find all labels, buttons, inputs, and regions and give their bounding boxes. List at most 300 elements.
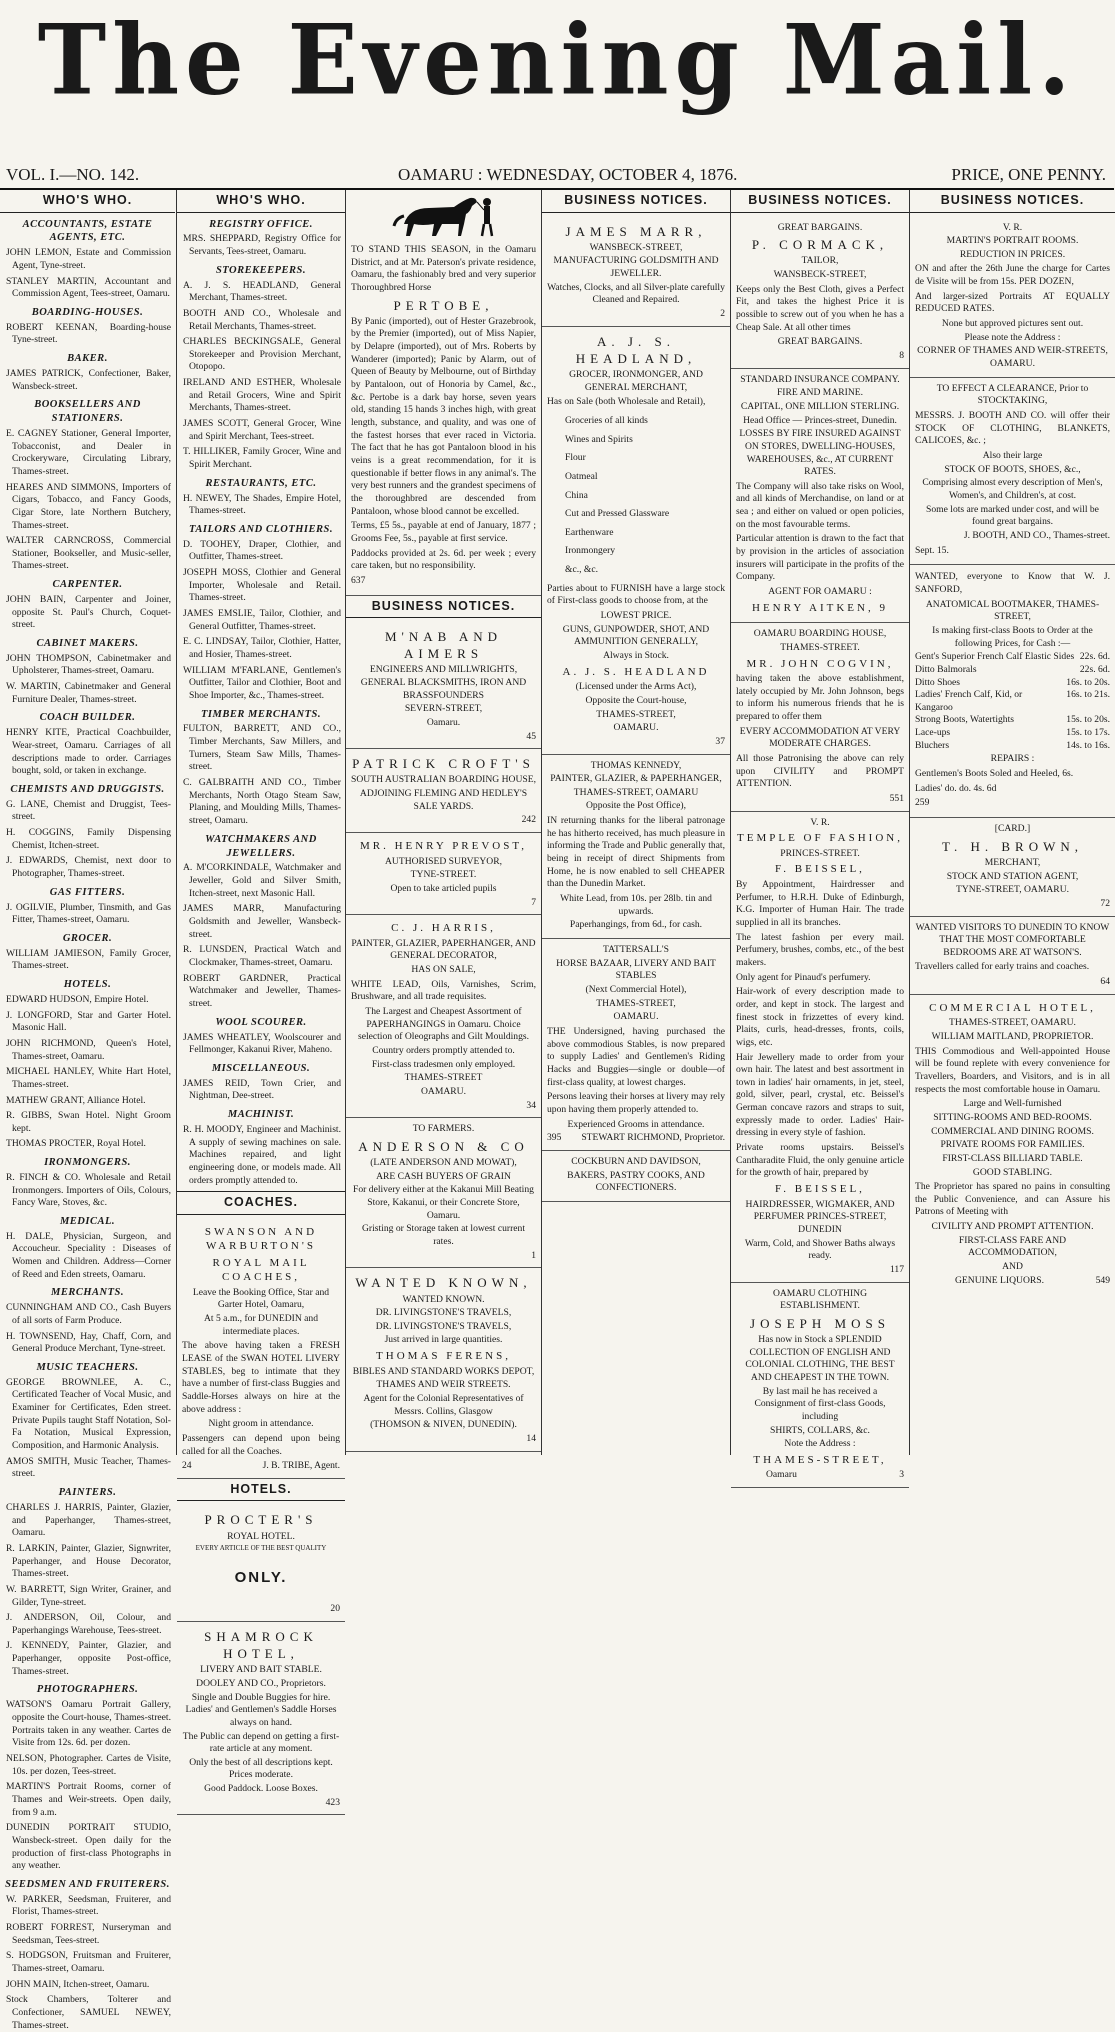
section-heading: PAINTERS. <box>4 1486 171 1500</box>
directory-entry: GEORGE BROWNLEE, A. C., Certificated Teacher of Vocal Music, and Examiner for Certificates, Eden street. Private Pupils taught Staff Notation, Sol-Fa Notation, Musical Expression, Composition, and Harmonic Analysis. <box>4 1377 171 1453</box>
ad-text: OAMARU. <box>547 722 725 735</box>
section-heading: WATCHMAKERS AND JEWELLERS. <box>181 833 341 861</box>
ad-henry-prevost <box>346 833 541 915</box>
ad-text: Private rooms upstairs. Beissel's Cantharadite Fluid, the only genuine article for the growth of hair, prepared by <box>736 1142 904 1180</box>
ad-text: DR. LIVINGSTONE'S TRAVELS, <box>351 1321 536 1334</box>
ad-text: STOCK AND STATION AGENT, <box>915 871 1110 884</box>
goods-item: Flour <box>565 452 725 465</box>
price-item: Gent's Superior French Calf Elastic Sides <box>915 651 1074 664</box>
ad-text: Passengers can depend upon being called for all the Coaches. <box>182 1433 340 1458</box>
ad-t-h-brown <box>910 818 1115 916</box>
directory-entry: WILLIAM JAMIESON, Family Grocer, Thames-street. <box>4 948 171 973</box>
directory-entry: CUNNINGHAM AND CO., Cash Buyers of all sorts of Farm Produce. <box>4 1302 171 1327</box>
directory-entry: J. LONGFORD, Star and Garter Hotel. Masonic Hall. <box>4 1010 171 1035</box>
ad-number: 34 <box>351 1100 536 1113</box>
ad-text: COMMERCIAL AND DINING ROOMS. <box>915 1126 1110 1139</box>
price-item: Ladies' French Calf, Kid, or Kangaroo <box>915 689 1062 714</box>
ad-thomas-kennedy <box>542 755 730 940</box>
ad-cj-harris <box>346 915 541 1118</box>
directory-entry: DUNEDIN PORTRAIT STUDIO, Wansbeck-street. Open daily for the production of first-class Photographs in any weather. <box>4 1822 171 1873</box>
ad-title: A. J. S. HEADLAND <box>547 665 725 680</box>
column-heading: BUSINESS NOTICES. <box>542 190 730 213</box>
ad-title: TO EFFECT A CLEARANCE, Prior to STOCKTAKING, <box>915 383 1110 408</box>
ad-text: Night groom in attendance. <box>182 1418 340 1431</box>
place-date: OAMARU : WEDNESDAY, OCTOBER 4, 1876. <box>398 165 737 185</box>
ad-proprietor: DOOLEY AND CO., Proprietors. <box>182 1678 340 1691</box>
ad-text: Particular attention is drawn to the fact that by provision in the articles of association insurers will participate in the profits of the Company. <box>736 533 904 584</box>
directory-sections <box>177 218 345 1188</box>
masthead-title: The Evening Mail. <box>0 0 1114 123</box>
ad-text: HAS ON SALE, <box>351 964 536 977</box>
ad-headland <box>542 327 730 755</box>
section-heading: STOREKEEPERS. <box>181 264 341 278</box>
ad-title: STANDARD INSURANCE COMPANY. <box>736 374 904 387</box>
ad-text: DR. LIVINGSTONE'S TRAVELS, <box>351 1307 536 1320</box>
directory-entry: T. HILLIKER, Family Grocer, Wine and Spirit Merchant. <box>181 446 341 471</box>
section-heading: REGISTRY OFFICE. <box>181 218 341 232</box>
ad-text: TYNE-STREET. <box>351 869 536 882</box>
price-row <box>915 664 1110 677</box>
goods-item: Ironmongery <box>565 545 725 558</box>
ad-title: MARTIN'S PORTRAIT ROOMS. <box>915 235 1110 248</box>
directory-entry: R. H. MOODY, Engineer and Machinist. A supply of sewing machines on sale. Machines repaired, and light engineering done, or models made. All orders promptly attended to. <box>181 1124 341 1187</box>
ad-text: OAMARU. <box>351 1086 536 1099</box>
section-heading: BOOKSELLERS AND STATIONERS. <box>4 398 171 426</box>
ad-text: GROCER, IRONMONGER, AND GENERAL MERCHANT, <box>547 369 725 394</box>
ad-text: By Panic (imported), out of Hester Grazebrook, by the Premier (imported), out of Miss Napier, by Delapre (imported), out of Mrs. Roberts by Wanderer (imported); Panic by Alarm, out of Queen of Beauty by Melbourne, out of Birthday by Pantaloon, out of Honoria by Camel, &c., &c. Pertobe is a dark bay horse, seven years old, standing 15 hands 3 inches high, with great length, substance, and quality, and was one of the fastest horses that ever raced in Victoria. The fact that he has got Pantaloon blood in his veins is a great recommendation, for it is questionable if better flows in any animal's. The very best runners and the grandest specimens of the thoroughbred are descended from Pantaloon, whose blood cannot be excelled. <box>351 316 536 519</box>
ad-watsons <box>910 917 1115 995</box>
ad-title: PROCTER'S <box>182 1511 340 1528</box>
section-heading: IRONMONGERS. <box>4 1156 171 1170</box>
price-list <box>915 651 1110 752</box>
ad-text: Paddocks provided at 2s. 6d. per week ; every care taken, but no responsibility. <box>351 548 536 573</box>
ad-text: CIVILITY AND PROMPT ATTENTION. <box>915 1221 1110 1234</box>
directory-entry: W. MARTIN, Cabinetmaker and General Furniture Dealer, Thames-street. <box>4 681 171 706</box>
ad-j-booth-co <box>910 378 1115 566</box>
ad-title: WANTED KNOWN, <box>351 1274 536 1291</box>
ad-text: BIBLES AND STANDARD WORKS DEPOT, <box>351 1366 536 1379</box>
section-heading: RESTAURANTS, ETC. <box>181 477 341 491</box>
ad-text: THAMES-STREET, OAMARU <box>547 787 725 800</box>
directory-entry: HEARES AND SIMMONS, Importers of Cigars, Tobacco, and Fancy Goods, Cigar Store, late Northern Butchery, Thames-street. <box>4 482 171 533</box>
ad-text: Good Paddock. Loose Boxes. <box>182 1783 340 1796</box>
ad-crest: V. R. <box>736 817 904 830</box>
ad-text: FIRST-CLASS BILLIARD TABLE. <box>915 1153 1110 1166</box>
agent-name-text: HENRY AITKEN, <box>752 602 874 614</box>
directory-entry: C. GALBRAITH AND CO., Timber Merchants, North Otago Steam Saw, Planing, and Moulding Mills, Thames-street, Oamaru. <box>181 777 341 828</box>
ad-text: White Lead, from 10s. per 28lb. tin and upwards. <box>547 893 725 918</box>
ad-procters-royal-hotel <box>177 1505 345 1622</box>
price-value: 14s. to 16s. <box>1062 740 1110 753</box>
directory-entry: JOSEPH MOSS, Clothier and General Importer, Wholesale and Retail. Thames-street. <box>181 567 341 605</box>
ad-title: F. BEISSEL, <box>736 862 904 877</box>
ad-title: TEMPLE OF FASHION, <box>736 831 904 846</box>
directory-entry: WILLIAM M'FARLANE, Gentlemen's Outfitter, Tailor and Clothier, Boot and Shoe Importer, &c., Thames-street. <box>181 665 341 703</box>
ad-text: First-class tradesmen only employed. <box>351 1059 536 1072</box>
ad-text: GOOD STABLING. <box>915 1167 1110 1180</box>
section-heading: WOOL SCOURER. <box>181 1016 341 1030</box>
directory-entry: HENRY KITE, Practical Coachbuilder, Wear-street, Oamaru. Carriages of all descriptions made to order. Carriages bought, sold, or taken in exchange. <box>4 727 171 778</box>
price-row <box>915 727 1110 740</box>
ad-title: ANDERSON & CO <box>351 1138 536 1155</box>
hotels-heading: HOTELS. <box>177 1479 345 1502</box>
ad-title: SWANSON AND WARBURTON'S <box>182 1225 340 1254</box>
ad-number: 3 <box>899 1469 904 1480</box>
section-heading: ACCOUNTANTS, ESTATE AGENTS, ETC. <box>4 218 171 246</box>
section-heading: BOARDING-HOUSES. <box>4 306 171 320</box>
ad-title: F. BEISSEL, <box>736 1182 904 1197</box>
ad-text: (Next Commercial Hotel), <box>547 984 725 997</box>
ad-text: Gristing or Storage taken at lowest current rates. <box>351 1223 536 1248</box>
directory-entry: Stock Chambers, Tolterer and Confectioner, SAMUEL NEWEY, Thames-street. <box>4 1994 171 2032</box>
ad-text: WHITE LEAD, Oils, Varnishes, Scrim, Brushware, and all trade requisites. <box>351 979 536 1004</box>
ad-text: BAKERS, PASTRY COOKS, AND CONFECTIONERS. <box>547 1170 725 1195</box>
section-heading: TAILORS AND CLOTHIERS. <box>181 523 341 537</box>
ad-subtitle: ROYAL MAIL COACHES, <box>182 1256 340 1285</box>
ad-text: By last mail he has received a Consignment of first-class Goods, including <box>736 1386 904 1424</box>
ad-text: THAMES-STREET <box>351 1072 536 1085</box>
ad-text: LOWEST PRICE. <box>547 610 725 623</box>
ad-text: Has now in Stock a SPLENDID COLLECTION OF ENGLISH AND COLONIAL CLOTHING, THE BEST AND CHEAPEST IN THE TOWN. <box>736 1334 904 1385</box>
ad-text: THAMES-STREET, <box>547 998 725 1011</box>
ad-text: Gentlemen's Boots Soled and Heeled, 6s. <box>915 768 1110 781</box>
ad-title: PATRICK CROFT'S <box>351 755 536 772</box>
ad-number: 72 <box>915 898 1110 911</box>
ad-text: The Company will also take risks on Wool, and all kinds of Merchandise, on land or at sea ; and either on valued or open policies, on the most favourable terms. <box>736 481 904 532</box>
ad-anderson-co <box>346 1118 541 1268</box>
directory-entry: AMOS SMITH, Music Teacher, Thames-street. <box>4 1456 171 1481</box>
ad-text: At 5 a.m., for DUNEDIN and intermediate places. <box>182 1313 340 1338</box>
ad-james-marr <box>542 217 730 327</box>
ad-text: The latest fashion per every mail. Perfumery, brushes, combs, etc., of the best makers. <box>736 932 904 970</box>
directory-entry: H. COGGINS, Family Dispensing Chemist, Itchen-street. <box>4 827 171 852</box>
directory-entry: H. TOWNSEND, Hay, Chaff, Corn, and General Produce Merchant, Tyne-street. <box>4 1331 171 1356</box>
ad-cockburn-davidson <box>542 1151 730 1202</box>
ad-text: WILLIAM MAITLAND, PROPRIETOR. <box>915 1031 1110 1044</box>
price-row <box>915 714 1110 727</box>
directory-entry: E. CAGNEY Stationer, General Importer, Tobacconist, and Dealer in Crockeryware, Circulating Library, Thames-street. <box>4 428 171 479</box>
price-item: Strong Boots, Watertights <box>915 714 1014 727</box>
directory-entry: WALTER CARNCROSS, Commercial Stationer, Bookseller, and Music-seller, Thames-street. <box>4 535 171 573</box>
directory-entry: J. EDWARDS, Chemist, next door to Photographer, Thames-street. <box>4 855 171 880</box>
ad-text: ANATOMICAL BOOTMAKER, THAMES-STREET, <box>915 599 1110 624</box>
ad-text: SHIRTS, COLLARS, &c. <box>736 1425 904 1438</box>
ad-royal-mail-coaches <box>177 1219 345 1479</box>
directory-entry: CHARLES BECKINGSALE, General Storekeeper and Provision Merchant, Otopopo. <box>181 336 341 374</box>
ad-text: Head Office — Princes-street, Dunedin. <box>736 415 904 428</box>
ad-text: AND <box>915 1261 1110 1274</box>
ad-text: Note the Address : <box>736 1438 904 1451</box>
directory-entry: R. GIBBS, Swan Hotel. Night Groom kept. <box>4 1110 171 1135</box>
ad-text: Leave the Booking Office, Star and Garter Hotel, Oamaru, <box>182 1287 340 1312</box>
ad-mnab-aimers <box>346 622 541 749</box>
price-value: 15s. to 17s. <box>1062 727 1110 740</box>
directory-entry: E. C. LINDSAY, Tailor, Clothier, Hatter, and Hosier, Thames-street. <box>181 636 341 661</box>
ad-text: STOCK OF BOOTS, SHOES, &c., <box>915 464 1110 477</box>
directory-entry: JOHN BAIN, Carpenter and Joiner, opposite St. Paul's Church, Coquet-street. <box>4 594 171 632</box>
ad-text: Opposite the Court-house, <box>547 695 725 708</box>
ad-kicker: OAMARU CLOTHING ESTABLISHMENT. <box>736 1288 904 1313</box>
ad-text: WANSBECK-STREET, <box>736 269 904 282</box>
column-heading: WHO'S WHO. <box>0 190 175 213</box>
ad-text: WANTED, everyone to Know that W. J. SANFORD, <box>915 571 1110 596</box>
directory-entry: MATHEW GRANT, Alliance Hotel. <box>4 1095 171 1108</box>
ad-text: All those Patronising the above can rely upon CIVILITY and PROMPT ATTENTION. <box>736 753 904 791</box>
price-row <box>915 651 1110 664</box>
ad-number: 551 <box>736 793 904 806</box>
ad-signature <box>182 1460 340 1473</box>
section-heading: MACHINIST. <box>181 1108 341 1122</box>
ad-text: THIS Commodious and Well-appointed House will be found replete with every convenience for Travellers, Boarders, and Visitors, and is in all respects the most comfortable house in Oamaru. <box>915 1046 1110 1097</box>
ad-p-cormack <box>731 217 909 369</box>
ad-text: Parties about to FURNISH have a large stock of First-class goods to choose from, at the <box>547 583 725 608</box>
section-heading: MEDICAL. <box>4 1215 171 1229</box>
directory-entry: NELSON, Photographer. Cartes de Visite, 10s. per dozen, Tees-street. <box>4 1753 171 1778</box>
ad-text: Hair Jewellery made to order from your own hair. The latest and best assortment in town in ladies' hair ornaments, in jet, steel, gold, silver, pearl, crystal, etc. Beissel's German concave razors and straps to suit, expressly made to order. Ladies' Hair-dressing in every style of fashion. <box>736 1052 904 1141</box>
directory-entry: JAMES EMSLIE, Tailor, Clothier, and General Outfitter, Thames-street. <box>181 608 341 633</box>
ad-text: THAMES AND WEIR STREETS. <box>351 1379 536 1392</box>
ad-date: Sept. 15. <box>915 545 1110 558</box>
ad-text: THE Undersigned, having purchased the above commodious Stables, is now prepared to supply Ladies' and Gentlemen's Riding Hacks and Buggies—single or double—of first-class quality, at lowest charges. <box>547 1026 725 1089</box>
section-heading: CHEMISTS AND DRUGGISTS. <box>4 783 171 797</box>
ad-kicker: GREAT BARGAINS. <box>736 222 904 235</box>
ad-text: TO STAND THIS SEASON, in the Oamaru District, and at Mr. Paterson's private residence, Oamaru, the fashionably bred and very superior Thoroughbred Horse <box>351 244 536 295</box>
ad-number: 1 <box>351 1250 536 1263</box>
column-heading: BUSINESS NOTICES. <box>910 190 1115 213</box>
directory-sections <box>0 218 175 2032</box>
ad-text: Terms, £5 5s., payable at end of January, 1877 ; Grooms Fee, 5s., payable at first service. <box>351 520 536 545</box>
ad-text: TAILOR, <box>736 255 904 268</box>
ad-number: 395 <box>547 1132 561 1145</box>
directory-entry: H. NEWEY, The Shades, Empire Hotel, Thames-street. <box>181 493 341 518</box>
directory-entry: J. KENNEDY, Painter, Glazier, and Paperhanger, opposite Post-office, Thames-street. <box>4 1640 171 1678</box>
ad-text: TYNE-STREET, OAMARU. <box>915 884 1110 897</box>
ad-text: The above having taken a FRESH LEASE of the SWAN HOTEL LIVERY STABLES, beg to intimate that they have a number of first-class Buggies and Saddle-Horses always on hire at the above address : <box>182 1340 340 1416</box>
dateline <box>0 165 1114 187</box>
ad-text: GUNS, GUNPOWDER, SHOT, AND AMMUNITION GENERALLY, <box>547 624 725 649</box>
ad-number: 8 <box>736 350 904 363</box>
ad-text: GREAT BARGAINS. <box>736 336 904 349</box>
ad-subtitle: ROYAL HOTEL. <box>182 1531 340 1544</box>
section-heading: MISCELLANEOUS. <box>181 1062 341 1076</box>
ad-text: MESSRS. J. BOOTH AND CO. will offer their STOCK OF CLOTHING, BLANKETS, CALICOES, &c. ; <box>915 410 1110 448</box>
ad-text: AGENT FOR OAMARU : <box>736 586 904 599</box>
ad-title: M'NAB AND AIMERS <box>351 628 536 662</box>
ad-text: Experienced Grooms in attendance. <box>547 1119 725 1132</box>
ad-text: And larger-sized Portraits AT EQUALLY REDUCED RATES. <box>915 291 1110 316</box>
ad-text: MERCHANT, <box>915 857 1110 870</box>
ad-text: Oamaru. <box>351 717 536 730</box>
directory-entry: W. BARRETT, Sign Writer, Grainer, and Gilder, Tyne-street. <box>4 1584 171 1609</box>
ad-text: (Licensed under the Arms Act), <box>547 681 725 694</box>
ad-text: (LATE ANDERSON AND MOWAT), <box>351 1157 536 1170</box>
directory-entry: JAMES MARR, Manufacturing Goldsmith and Jeweller, Wansbeck-street. <box>181 903 341 941</box>
ad-kicker: TO FARMERS. <box>351 1123 536 1136</box>
ad-number: 9 <box>879 602 888 614</box>
ad-text: Only the best of all descriptions kept. Prices moderate. <box>182 1757 340 1782</box>
price-item: Bluchers <box>915 740 949 753</box>
directory-entry: ROBERT GARDNER, Practical Watchmaker and Jeweller, Thames-street. <box>181 973 341 1011</box>
goods-item: Wines and Spirits <box>565 434 725 447</box>
directory-entry: MARTIN'S Portrait Rooms, corner of Thames and Weir-streets. Open daily, from 9 a.m. <box>4 1781 171 1819</box>
ad-joseph-moss <box>731 1283 909 1489</box>
ad-text: Single and Double Buggies for hire. Ladies' and Gentlemen's Saddle Horses always on hand. <box>182 1692 340 1730</box>
ad-title: MR. JOHN COGVIN, <box>736 657 904 672</box>
price-row <box>915 740 1110 753</box>
ad-text: Travellers called for early trains and coaches. <box>915 961 1110 974</box>
ad-text: By Appointment, Hairdresser and Perfumer, to H.R.H. Duke of Edinburgh, K.G. Importer of Human Hair. The trade supplied in all its branches. <box>736 879 904 930</box>
ad-signature: J. BOOTH, AND CO., Thames-street. <box>915 530 1110 543</box>
directory-entry: EDWARD HUDSON, Empire Hotel. <box>4 994 171 1007</box>
column-3 <box>345 190 541 1455</box>
directory-entry: JOHN MAIN, Itchen-street, Oamaru. <box>4 1979 171 1992</box>
ad-text: SITTING-ROOMS AND BED-ROOMS. <box>915 1112 1110 1125</box>
ad-text: The Proprietor has spared no pains in consulting the Public Convenience, and can Assure his Patrons of Meeting with <box>915 1181 1110 1219</box>
ad-number: 7 <box>351 897 536 910</box>
price-value: 22s. 6d. <box>1076 664 1110 677</box>
ad-number: 637 <box>351 575 536 588</box>
directory-entry: A. M'CORKINDALE, Watchmaker and Jeweller, Gold and Silver Smith, Itchen-street, next Masonic Hall. <box>181 862 341 900</box>
ad-text: having taken the above establishment, lately occupied by Mr. John Johnson, begs to inform his numerous friends that he is prepared to offer them <box>736 673 904 724</box>
ad-text: Large and Well-furnished <box>915 1098 1110 1111</box>
ad-text: For delivery either at the Kakanui Mill Beating Store, Kakanui, or their Concrete Store, Oamaru. <box>351 1184 536 1222</box>
directory-entry: W. PARKER, Seedsman, Fruiterer, and Florist, Thames-street. <box>4 1894 171 1919</box>
ad-text: IN returning thanks for the liberal patronage he has hitherto received, has much pleasure in informing the Trade and Public generally that, being in receipt of direct Shipments from Home, he is now enabled to sell CHEAPER than the Dunedin Market. <box>547 815 725 891</box>
ad-text: WANTED KNOWN. <box>351 1294 536 1307</box>
section-heading: GAS FITTERS. <box>4 886 171 900</box>
section-heading: MERCHANTS. <box>4 1286 171 1300</box>
ad-commercial-hotel <box>910 995 1115 1293</box>
ad-text: Watches, Clocks, and all Silver-plate carefully Cleaned and Repaired. <box>547 282 725 307</box>
ad-kicker: [CARD.] <box>915 823 1110 836</box>
ad-number: 423 <box>182 1797 340 1810</box>
ad-text: HORSE BAZAAR, LIVERY AND BAIT STABLES <box>547 958 725 983</box>
directory-entry: JOHN THOMPSON, Cabinetmaker and Upholsterer, Thames-street, Oamaru. <box>4 653 171 678</box>
ad-text: MANUFACTURING GOLDSMITH AND JEWELLER. <box>547 255 725 280</box>
ad-title: PERTOBE, <box>351 297 536 314</box>
ad-title: THOMAS KENNEDY, <box>547 760 725 773</box>
ad-number: 2 <box>547 308 725 321</box>
ad-text: THAMES-STREET. <box>736 642 904 655</box>
ad-standard-insurance <box>731 369 909 624</box>
directory-entry: JAMES PATRICK, Confectioner, Baker, Wansbeck-street. <box>4 368 171 393</box>
ad-text: Is making first-class Boots to Order at the following Prices, for Cash :— <box>915 625 1110 650</box>
column-heading: BUSINESS NOTICES. <box>346 596 541 619</box>
ad-title: T. H. BROWN, <box>915 838 1110 855</box>
ad-town: Oamaru <box>736 1469 797 1482</box>
directory-entry: R. LUNSDEN, Practical Watch and Clockmaker, Thames-street, Oamaru. <box>181 944 341 969</box>
column-heading: BUSINESS NOTICES. <box>731 190 909 213</box>
ad-text: Some lots are marked under cost, and will be found great bargains. <box>915 504 1110 529</box>
goods-item: &c., &c. <box>565 564 725 577</box>
ad-text: SEVERN-STREET, <box>351 703 536 716</box>
ad-text: Open to take articled pupils <box>351 883 536 896</box>
ad-text: ON and after the 26th June the charge for Cartes de Visite will be from 15s. PER DOZEN, <box>915 263 1110 288</box>
ad-text: PRINCES-STREET. <box>736 848 904 861</box>
masthead <box>0 0 1114 120</box>
price-row <box>915 677 1110 690</box>
ad-text: Only agent for Pinaud's perfumery. <box>736 972 904 985</box>
section-heading: CABINET MAKERS. <box>4 637 171 651</box>
column-heading: WHO'S WHO. <box>177 190 345 213</box>
ad-text: The Public can depend on getting a first-rate article at any moment. <box>182 1731 340 1756</box>
section-heading: COACH BUILDER. <box>4 711 171 725</box>
ad-title: C. J. HARRIS, <box>351 921 536 936</box>
directory-entry: J. ANDERSON, Oil, Colour, and Paperhangings Warehouse, Tees-street. <box>4 1612 171 1637</box>
coaches-heading: COACHES. <box>177 1191 345 1215</box>
goods-item: Cut and Pressed Glassware <box>565 508 725 521</box>
ad-text: CORNER OF THAMES AND WEIR-STREETS, OAMARU. <box>915 345 1110 370</box>
ad-emphasis: ONLY. <box>182 1568 340 1588</box>
ad-text: SOUTH AUSTRALIAN BOARDING HOUSE, <box>351 774 536 787</box>
section-heading: MUSIC TEACHERS. <box>4 1361 171 1375</box>
ad-text: The Largest and Cheapest Assortment of PAPERHANGINGS in Oamaru. Choice selection of Oleographs and Gilt Mouldings. <box>351 1006 536 1044</box>
goods-list <box>547 415 725 577</box>
ad-signature <box>547 1132 725 1145</box>
directory-entry: A. J. S. HEADLAND, General Merchant, Thames-street. <box>181 280 341 305</box>
ad-text: GENUINE LIQUORS. <box>915 1275 1044 1288</box>
ad-text: Warm, Cold, and Shower Baths always ready. <box>736 1238 904 1263</box>
ad-text: WANTED VISITORS TO DUNEDIN TO KNOW THAT THE MOST COMFORTABLE BEDROOMS ARE AT WATSON'S. <box>915 922 1110 960</box>
section-heading: GROCER. <box>4 932 171 946</box>
ad-shamrock-hotel <box>177 1622 345 1816</box>
ad-text: LOSSES BY FIRE INSURED AGAINST ON STORES, DWELLING-HOUSES, WAREHOUSES, &c., AT CURRENT RATES. <box>736 428 904 479</box>
ad-text: THAMES-STREET, OAMARU. <box>915 1017 1110 1030</box>
directory-entry: JOHN RICHMOND, Queen's Hotel, Thames-street, Oamaru. <box>4 1038 171 1063</box>
ad-text: Country orders promptly attended to. <box>351 1045 536 1058</box>
directory-entry: H. DALE, Physician, Surgeon, and Accoucheur. Speciality : Diseases of Women and Children. Address—Corner of Reed and Eden streets, Oamaru. <box>4 1231 171 1282</box>
ad-text: THAMES-STREET, <box>547 709 725 722</box>
ad-number: 242 <box>351 814 536 827</box>
ad-signature-text: J. B. TRIBE, Agent. <box>263 1460 340 1471</box>
ad-text: OAMARU. <box>547 1011 725 1024</box>
ad-text: HAIRDRESSER, WIGMAKER, AND PERFUMER PRINCES-STREET, DUNEDIN <box>736 1199 904 1237</box>
ad-w-j-sanford <box>910 565 1115 818</box>
directory-entry: JOHN LEMON, Estate and Commission Agent, Tyne-street. <box>4 247 171 272</box>
directory-entry: G. LANE, Chemist and Druggist, Tees-street. <box>4 799 171 824</box>
ad-text: Please note the Address : <box>915 332 1110 345</box>
directory-entry: MICHAEL HANLEY, White Hart Hotel, Thames-street. <box>4 1066 171 1091</box>
ad-temple-of-fashion <box>731 812 909 1283</box>
column-6 <box>909 190 1115 1455</box>
ad-subtitle: LIVERY AND BAIT STABLE. <box>182 1664 340 1677</box>
ad-agent-name <box>736 601 904 616</box>
ad-text: PAINTER, GLAZIER, PAPERHANGER, AND GENERAL DECORATOR, <box>351 938 536 963</box>
ad-text: Has on Sale (both Wholesale and Retail), <box>547 396 725 409</box>
section-heading: SEEDSMEN AND FRUITERERS. <box>4 1878 171 1892</box>
directory-entry: FULTON, BARRETT, AND CO., Timber Merchants, Saw Millers, and Turners, Steam Saw Mills, Thames-street. <box>181 723 341 774</box>
ad-number: 259 <box>915 797 1110 810</box>
ad-title: THOMAS FERENS, <box>351 1349 536 1364</box>
ad-signature <box>915 1275 1110 1288</box>
section-heading: PHOTOGRAPHERS. <box>4 1683 171 1697</box>
ad-text: EVERY ACCOMMODATION AT VERY MODERATE CHARGES. <box>736 726 904 751</box>
column-whos-who-2 <box>176 190 345 1455</box>
ad-text: FIRE AND MARINE. <box>736 387 904 400</box>
directory-entry: R. FINCH & CO. Wholesale and Retail Ironmongers. Importers of Oils, Colours, Fancy Ware, Stoves, &c. <box>4 1172 171 1210</box>
ad-text: EVERY ARTICLE OF THE BEST QUALITY <box>182 1544 340 1553</box>
ad-text: ENGINEERS AND MILLWRIGHTS, GENERAL BLACKSMITHS, IRON AND BRASSFOUNDERS <box>351 664 536 702</box>
directory-entry: THOMAS PROCTER, Royal Hotel. <box>4 1138 171 1151</box>
price-value: 15s. to 20s. <box>1062 714 1110 727</box>
ad-text: REDUCTION IN PRICES. <box>915 249 1110 262</box>
ad-title: JOSEPH MOSS <box>736 1315 904 1332</box>
ad-title: A. J. S. HEADLAND, <box>547 333 725 367</box>
ad-text: AUTHORISED SURVEYOR, <box>351 856 536 869</box>
section-heading: CARPENTER. <box>4 578 171 592</box>
goods-item: Oatmeal <box>565 471 725 484</box>
column-4 <box>541 190 730 1455</box>
